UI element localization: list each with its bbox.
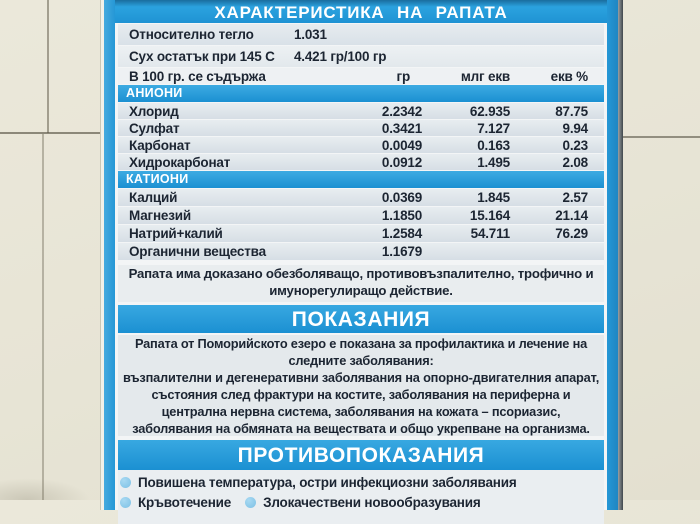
table-row <box>118 189 604 206</box>
value-gr: 0.0049 <box>381 137 422 153</box>
wall-grout-line <box>622 136 700 138</box>
contraindications-list <box>118 470 604 524</box>
row-label: Сулфат <box>129 120 180 136</box>
table-row <box>118 154 604 170</box>
value-gr: 1.1850 <box>381 208 422 223</box>
indications-body: възпалителни и дегенеративни заболявания на опорно-двигателния апарат, състояния след фрактури на костите, заболявания на периферна и централна нервна система, заболявания на кожата – псориазис, заболявания на обмяната на веществата и общо укрепване на организма. <box>122 369 600 436</box>
section-header-anions: АНИОНИ <box>118 85 604 102</box>
value-mlg-ekv: 1.845 <box>477 190 510 205</box>
value-mlg-ekv: 7.127 <box>477 120 510 136</box>
row-label: Органични вещества <box>129 244 266 259</box>
indications-header: ПОКАЗАНИЯ <box>118 305 604 333</box>
wall-grout-line <box>47 0 49 133</box>
value-ekv-pct: 76.29 <box>555 226 588 241</box>
value-ekv-pct: 2.08 <box>562 154 588 170</box>
row-label: Натрий+калий <box>129 226 223 241</box>
sign-blue-border-right <box>607 0 618 510</box>
row-label: Карбонат <box>129 137 191 153</box>
bullet-icon <box>245 497 256 508</box>
table-column-header-row <box>118 68 604 84</box>
row-label: Калций <box>129 190 178 205</box>
value-mlg-ekv: 62.935 <box>469 103 510 119</box>
indications-text <box>118 335 604 436</box>
value-gr: 1.1679 <box>381 244 422 259</box>
value-ekv-pct: 2.57 <box>562 190 588 205</box>
sign-blue-border-left <box>104 0 115 510</box>
row-label: Хидрокарбонат <box>129 154 231 170</box>
property-row <box>118 46 604 67</box>
row-label: Хлорид <box>129 103 179 119</box>
value-ekv-pct: 87.75 <box>555 103 588 119</box>
table-row <box>118 137 604 153</box>
value-gr: 0.3421 <box>381 120 422 136</box>
value-mlg-ekv: 1.495 <box>477 154 510 170</box>
value-mlg-ekv: 15.164 <box>469 208 510 223</box>
value-gr: 2.2342 <box>381 103 422 119</box>
table-row <box>118 120 604 136</box>
value-ekv-pct: 21.14 <box>555 208 588 223</box>
table-row <box>118 243 604 260</box>
wall-grout-line <box>42 134 44 500</box>
table-row <box>118 207 604 224</box>
column-header-mlg-ekv: млг екв <box>460 68 510 84</box>
value-ekv-pct: 0.23 <box>562 137 588 153</box>
wall-grout-line <box>0 132 101 134</box>
contraindication-text: Злокачествени новообразувания <box>263 495 481 510</box>
value-gr: 1.2584 <box>381 226 422 241</box>
contraindication-text: Повишена температура, остри инфекциозни заболявания <box>138 475 517 490</box>
indications-intro: Рапата от Поморийското езеро е показана за профилактика и лечение на следните заболявания: <box>134 336 588 368</box>
list-item <box>120 473 604 492</box>
sign-content <box>115 0 607 510</box>
wall-stain <box>0 478 90 500</box>
action-note: Рапата има доказано обезболяващо, противовъзпалително, трофично и имунорегулиращо действие. <box>118 265 604 302</box>
bullet-icon <box>120 497 131 508</box>
property-label: Относително тегло <box>129 27 254 42</box>
column-header-gr: гр <box>396 68 410 84</box>
sign-title: ХАРАКТЕРИСТИКА НА РАПАТА <box>115 0 607 23</box>
bullet-icon <box>120 477 131 488</box>
value-gr: 0.0369 <box>381 190 422 205</box>
table-row <box>118 103 604 119</box>
value-ekv-pct: 9.94 <box>562 120 588 136</box>
property-row <box>118 24 604 45</box>
value-mlg-ekv: 0.163 <box>477 137 510 153</box>
sign-frame-shadow <box>618 0 623 510</box>
value-mlg-ekv: 54.711 <box>470 226 510 241</box>
contraindication-text: Кръвотечение <box>138 495 232 510</box>
property-value: 4.421 гр/100 гр <box>294 49 387 64</box>
list-item <box>120 493 604 512</box>
property-label: Сух остатък при 145 С <box>129 49 275 64</box>
property-value: 1.031 <box>294 27 327 42</box>
row-label: Магнезий <box>129 208 191 223</box>
value-gr: 0.0912 <box>381 154 422 170</box>
column-header-ekv-pct: екв % <box>550 68 588 84</box>
table-row <box>118 225 604 242</box>
section-header-cations: КАТИОНИ <box>118 171 604 188</box>
contraindications-header: ПРОТИВОПОКАЗАНИЯ <box>118 440 604 470</box>
rapa-info-sign <box>100 0 623 510</box>
table-intro-label: В 100 гр. се съдържа <box>129 68 266 84</box>
